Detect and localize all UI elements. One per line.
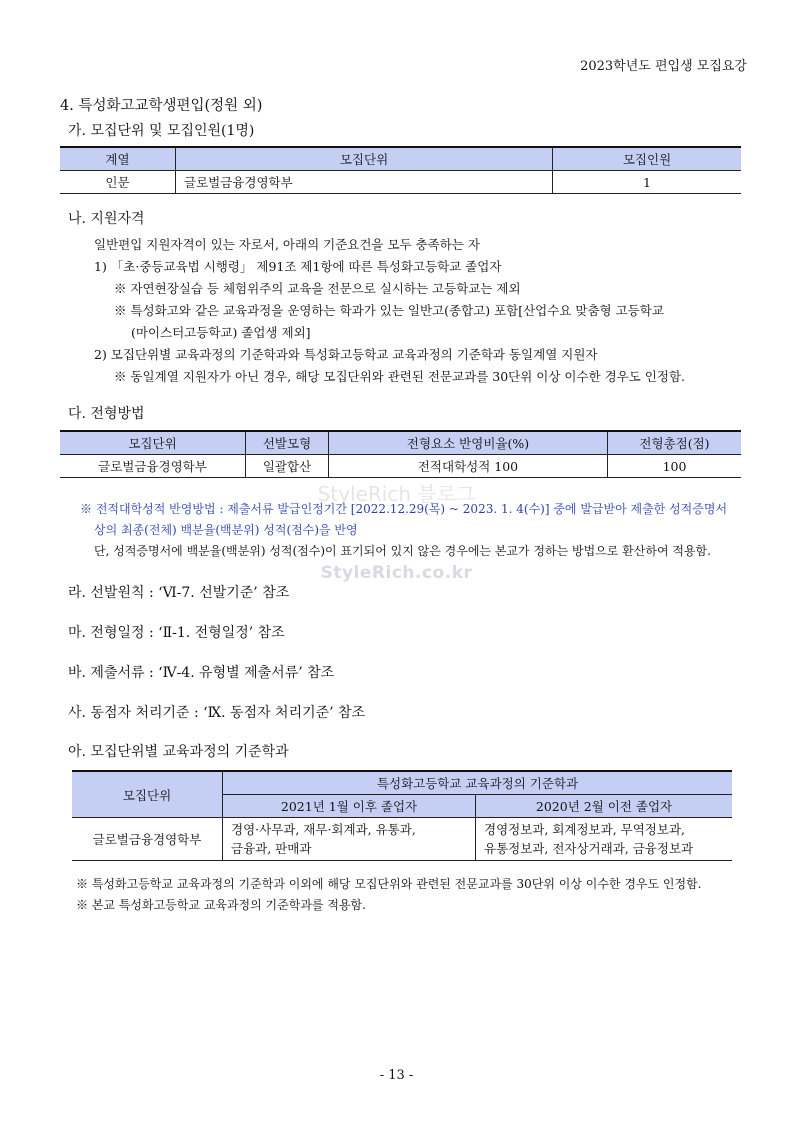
standard-department-table: [72, 770, 732, 861]
dept-list-line: 경영정보과, 회계정보과, 무역정보과,: [484, 822, 685, 837]
table-cell: [476, 818, 733, 861]
table-cell: 글로벌금융경영학부: [176, 171, 553, 194]
dept-note-2: ※ 본교 특성화고등학교 교육과정의 기준학과를 적용함.: [76, 898, 366, 912]
table-cell: 글로벌금융경영학부: [60, 455, 246, 478]
page-number: - 13 -: [379, 1068, 414, 1083]
schedule-reference: 마. 전형일정 : ‘Ⅱ-1. 전형일정’ 참조: [68, 625, 285, 641]
section-title: 4. 특성화고교학생편입(정원 외): [60, 98, 263, 114]
subsection-ga-heading: 가. 모집단위 및 모집인원(1명): [68, 123, 255, 139]
table-header: 전형요소 반영비율(%): [329, 431, 608, 455]
document-header: 2023학년도 편입생 모집요강: [580, 59, 747, 74]
tie-break-reference: 사. 동점자 처리기준 : ‘Ⅸ. 동점자 처리기준’ 참조: [68, 705, 366, 721]
table-cell: 인문: [60, 171, 176, 194]
table-header: 모집인원: [553, 147, 742, 171]
watermark-logo: StyleRich.co.kr: [320, 563, 473, 583]
dept-list-line: 유통정보과, 전자상거래과, 금융정보과: [484, 841, 694, 856]
subsection-a-heading: 아. 모집단위별 교육과정의 기준학과: [68, 744, 289, 760]
grade-method-note-a: ※ 전적대학성적 반영방법 : 제출서류 발급인정기간 [2022.12.29(목) ~ 2023. 1. 4(수)] 중에 발급받아 제출한 성적증명서: [80, 502, 728, 516]
eligibility-note-2b: (마이스터고등학교) 졸업생 제외]: [131, 325, 311, 340]
table-row: [60, 455, 741, 478]
table-row: [72, 818, 732, 861]
selection-principle: 라. 선발원칙 : ‘Ⅵ-7. 선발기준’ 참조: [68, 585, 290, 601]
watermark-text: StyleRich 블로그: [317, 482, 476, 506]
dept-list-line: 경영·사무과, 재무·회계과, 유통과,: [231, 822, 416, 837]
table-row: [60, 171, 741, 194]
eligibility-intro: 일반편입 지원자격이 있는 자로서, 아래의 기준요건을 모두 충족하는 자: [94, 237, 480, 252]
eligibility-note-3: ※ 동일계열 지원자가 아닌 경우, 해당 모집단위와 관련된 전문교과를 30단위 이상 이수한 경우도 인정함.: [114, 369, 686, 384]
table-header: 2020년 2월 이전 졸업자: [476, 795, 733, 818]
selection-method-table: [60, 430, 741, 478]
table-cell: 글로벌금융경영학부: [72, 818, 223, 861]
table-cell: 일괄합산: [246, 455, 329, 478]
table-cell: 100: [608, 455, 742, 478]
eligibility-item-1: 1) 「초·중등교육법 시행령」 제91조 제1항에 따른 특성화고등학교 졸업자: [94, 259, 502, 274]
table-header: 모집단위: [60, 431, 246, 455]
grade-method-note-b: 상의 최종(전체) 백분율(백분위) 성적(점수)을 반영: [94, 523, 358, 537]
eligibility-item-2: 2) 모집단위별 교육과정의 기준학과와 특성화고등학교 교육과정의 기준학과 동일계열 지원자: [94, 347, 598, 362]
table-header: 계열: [60, 147, 176, 171]
subsection-da-heading: 다. 전형방법: [68, 406, 145, 422]
table-header: 모집단위: [176, 147, 553, 171]
table-header: 선발모형: [246, 431, 329, 455]
table-header: 모집단위: [72, 771, 223, 818]
documents-reference: 바. 제출서류 : ‘Ⅳ-4. 유형별 제출서류’ 참조: [68, 665, 335, 681]
grade-conversion-note: 단, 성적증명서에 백분율(백분위) 성적(점수)이 표기되어 있지 않은 경우에는 본교가 정하는 방법으로 환산하여 적용함.: [94, 544, 711, 558]
table-header: 2021년 1월 이후 졸업자: [223, 795, 476, 818]
table-cell: 1: [553, 171, 742, 194]
eligibility-note-2a: ※ 특성화고와 같은 교육과정을 운영하는 학과가 있는 일반고(종합고) 포함[산업수요 맞춤형 고등학교: [114, 303, 664, 318]
recruitment-unit-table: [60, 146, 741, 194]
table-header: 특성화고등학교 교육과정의 기준학과: [223, 771, 733, 795]
table-cell: [223, 818, 476, 861]
dept-note-1: ※ 특성화고등학교 교육과정의 기준학과 이외에 해당 모집단위와 관련된 전문교과를 30단위 이상 이수한 경우도 인정함.: [76, 877, 702, 891]
table-header: 전형총점(점): [608, 431, 742, 455]
eligibility-note-1: ※ 자연현장실습 등 체험위주의 교육을 전문으로 실시하는 고등학교는 제외: [114, 281, 521, 296]
subsection-na-heading: 나. 지원자격: [68, 211, 145, 227]
table-cell: 전적대학성적 100: [329, 455, 608, 478]
dept-list-line: 금융과, 판매과: [231, 841, 312, 856]
